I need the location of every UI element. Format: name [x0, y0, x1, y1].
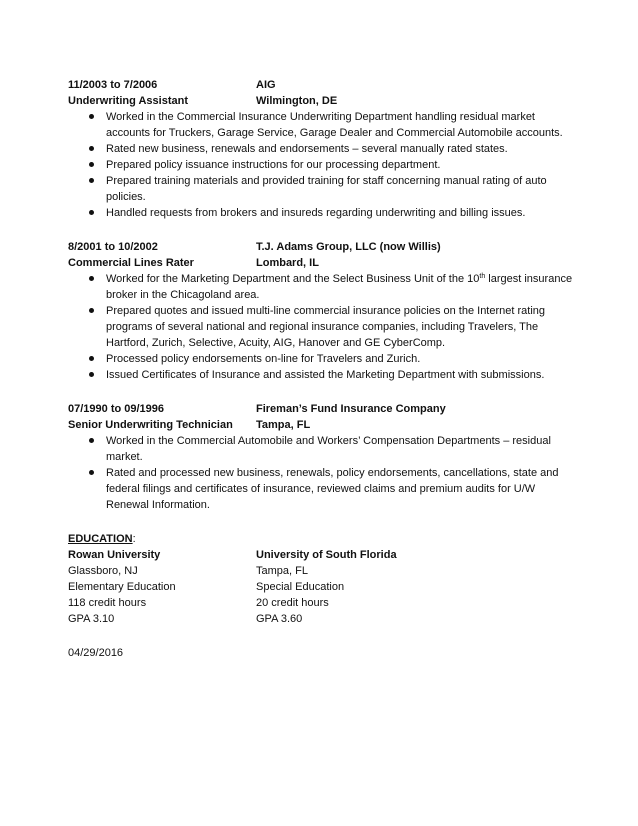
bullet-icon — [89, 276, 94, 281]
job-company: AIG — [256, 79, 276, 91]
bullet-icon — [89, 162, 94, 167]
job-dates: 07/1990 to 09/1996 — [68, 403, 165, 415]
bullet-item: Processed policy endorsements on-line for Travelers and Zurich. — [68, 351, 576, 367]
bullet-item: Rated new business, renewals and endorsements – several manually rated states. — [68, 141, 576, 157]
bullet-item: Handled requests from brokers and insureds regarding underwriting and billing issues. — [68, 205, 576, 221]
bullet-item: Prepared quotes and issued multi-line commercial insurance policies on the Internet rating programs of several national and regional insurance companies, including Travelers, The Hartford, Zurich, Selective, Acuity, AIG, Hanover and GE CyberComp. — [68, 303, 576, 351]
document-date: 04/29/2016 — [68, 647, 124, 659]
bullet-icon — [89, 470, 94, 475]
job-header — [68, 401, 578, 417]
job-bullets — [68, 109, 578, 221]
job-location: Wilmington, DE — [256, 95, 338, 107]
job-subheader — [68, 255, 578, 271]
education-location-row: Glassboro, NJ Tampa, FL — [68, 565, 308, 577]
job-company: T.J. Adams Group, LLC (now Willis) — [256, 241, 441, 253]
bullet-item: Worked in the Commercial Insurance Underwriting Department handling residual market accounts for Truckers, Garage Service, Garage Dealer and Commercial Automobile accounts. — [68, 109, 576, 141]
education-credits-row: 118 credit hours 20 credit hours — [68, 597, 329, 609]
education-heading-row: EDUCATION: — [68, 533, 136, 545]
bullet-icon — [89, 438, 94, 443]
job-dates: 11/2003 to 7/2006 — [68, 79, 158, 91]
education-gpa-row: GPA 3.10 GPA 3.60 — [68, 613, 303, 625]
bullet-item: Prepared training materials and provided training for staff concerning manual rating of auto policies. — [68, 173, 576, 205]
bullet-item: Worked for the Marketing Department and the Select Business Unit of the 10th largest insurance broker in the Chicagoland area. — [68, 271, 576, 303]
bullet-item: Worked in the Commercial Automobile and Workers’ Compensation Departments – residual market. — [68, 433, 576, 465]
bullet-item: Rated and processed new business, renewals, policy endorsements, cancellations, state and federal filings and certificates of insurance, reviewed claims and premium audits for U/W Renewal Information. — [68, 465, 576, 513]
job-location: Lombard, IL — [256, 257, 319, 269]
job-bullets — [68, 433, 578, 513]
education-school-row — [68, 547, 578, 563]
bullet-icon — [89, 114, 94, 119]
job-subheader — [68, 417, 578, 433]
bullet-item: Prepared policy issuance instructions for our processing department. — [68, 157, 576, 173]
bullet-icon — [89, 308, 94, 313]
bullet-icon — [89, 146, 94, 151]
job-title: Senior Underwriting Technician — [68, 419, 233, 431]
bullet-icon — [89, 372, 94, 377]
school-left: Rowan University — [68, 549, 161, 561]
bullet-icon — [89, 210, 94, 215]
job-bullets — [68, 271, 578, 383]
bullet-item: Issued Certificates of Insurance and assisted the Marketing Department with submissions. — [68, 367, 576, 383]
job-subheader — [68, 93, 578, 109]
education-major-row: Elementary Education Special Education — [68, 581, 345, 593]
job-title: Underwriting Assistant — [68, 95, 188, 107]
resume-page — [68, 77, 578, 661]
job-header — [68, 239, 578, 255]
education-heading: EDUCATION — [68, 533, 133, 545]
job-dates: 8/2001 to 10/2002 — [68, 241, 158, 253]
job-title: Commercial Lines Rater — [68, 257, 194, 269]
school-right: University of South Florida — [256, 549, 397, 561]
bullet-icon — [89, 178, 94, 183]
bullet-icon — [89, 356, 94, 361]
job-location: Tampa, FL — [256, 419, 311, 431]
job-header — [68, 77, 578, 93]
job-company: Fireman’s Fund Insurance Company — [256, 403, 446, 415]
